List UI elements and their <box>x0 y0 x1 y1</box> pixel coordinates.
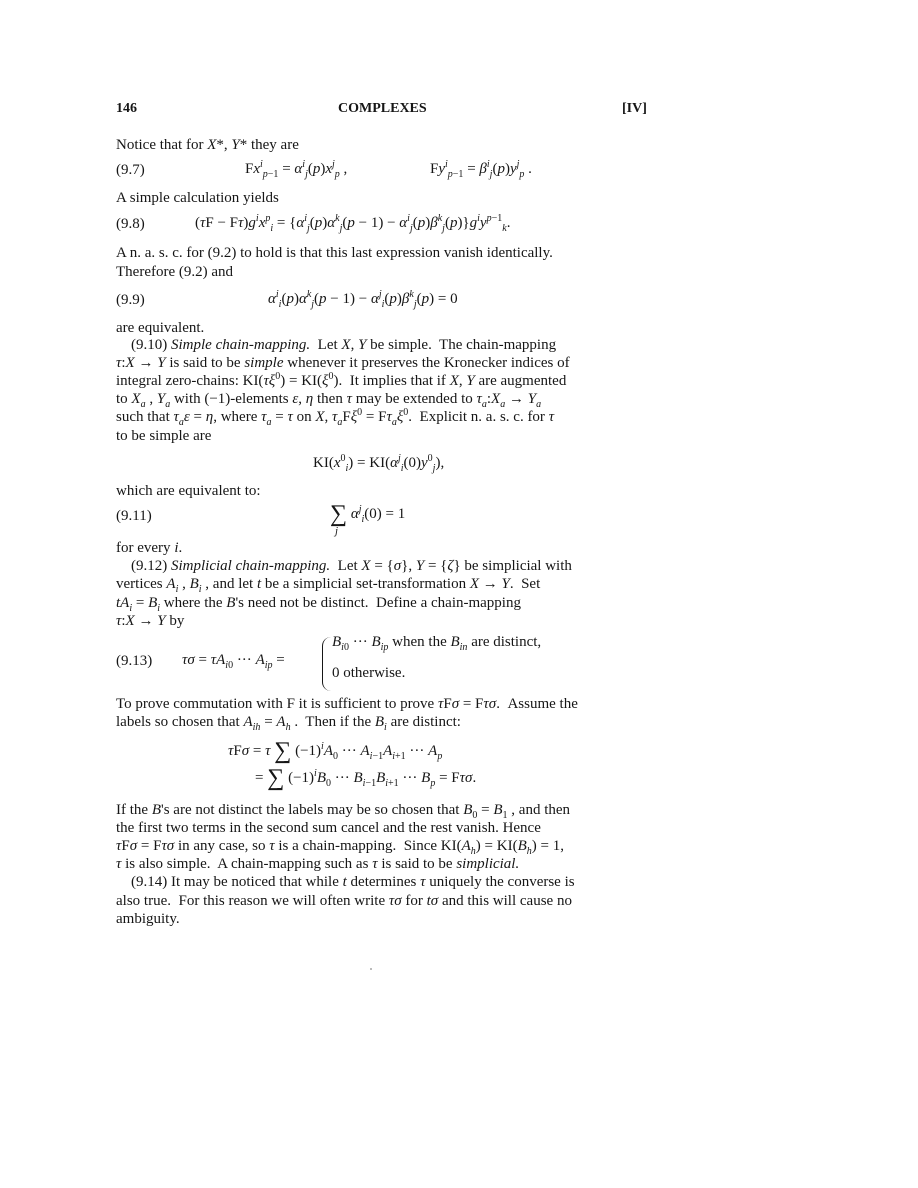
text-line: If the B's are not distinct the labels may be so chosen that $B_0 = B_1$ , and then <box>116 802 571 821</box>
text-line: τ is also simple. A chain-mapping such as τ is said to be simplicial. <box>116 856 520 872</box>
text-line: A simple calculation yields <box>116 190 279 206</box>
equation-ki: $KI(x^0_i) = KI(\alpha^j_i(0)y^0_j)$, <box>313 453 445 474</box>
equation-boundary-1: τFσ = τ ∑ $(-1)^iA_0$ ··· $A_{i-1}A_{i+1}$ ··· $A_p$ <box>228 738 443 764</box>
text-line: the first two terms in the second sum cancel and the rest vanish. Hence <box>116 820 541 836</box>
text-line: (9.10) Simple chain-mapping. Let X, Y be simple. The chain-mapping <box>131 337 557 353</box>
chapter-label: [IV] <box>622 101 647 116</box>
equation-boundary-2: = ∑ $(-1)^iB_0$ ··· $B_{i-1}B_{i+1}$ ··· $B_p = F\tau\sigma$. <box>255 765 477 791</box>
equation-9-13-lhs: $\tau\sigma = \tau A_{i0}$ ··· $A_{ip}$ = <box>182 652 285 671</box>
text-line: which are equivalent to: <box>116 483 261 499</box>
text-line: such that $\tau_a\varepsilon = \eta$, where $\tau_a = \tau$ on X, $\tau_aF\xi^0 = F\tau_a\xi^0$. Explicit n. a. s. c. for τ <box>116 407 555 428</box>
text-line: Therefore (9.2) and <box>116 264 234 280</box>
brace <box>322 637 331 691</box>
scan-speck <box>370 968 372 970</box>
text-line: τFσ = Fτσ in any case, so τ is a chain-mapping. Since $KI(A_h) = KI(B_h) = 1$, <box>116 838 564 857</box>
text-line: τ:X → Y by <box>116 613 185 629</box>
equation-number: (9.8) <box>116 216 145 232</box>
text-line: also true. For this reason we will often write τσ for tσ and this will cause no <box>116 893 572 909</box>
page-number: 146 <box>116 101 137 116</box>
equation-number: (9.9) <box>116 292 145 308</box>
equation-9-13-case-2: 0 otherwise. <box>332 665 406 681</box>
equation-9-8: $(\tau F - F\tau)g^ix^p_i = \{\alpha^i_j(p)\alpha^k_j(p - 1) - \alpha^i_j(p)\beta^k_j(p)\}g^iy^{p-1}_k$. <box>195 213 511 234</box>
text-line: integral zero-chains: $KI(\tau\xi^0) = KI(\xi^0)$. It implies that if X, Y are augmented <box>116 371 567 389</box>
equation-9-7-right: $Fy^i_{p-1} = \beta^i_j(p)y^j_p$ . <box>430 159 532 180</box>
text-line: for every i. <box>116 540 183 556</box>
text-line: (9.12) Simplicial chain-mapping. Let X = {σ}, Y = {ζ} be simplicial with <box>131 558 572 574</box>
text-line: τ:X → Y is said to be simple whenever it preserves the Kronecker indices of <box>116 355 570 371</box>
text-line: vertices $A_i$ , $B_i$ , and let t be a simplicial set-transformation X → Y. Set <box>116 576 541 595</box>
text-line: A n. a. s. c. for (9.2) to hold is that this last expression vanish identically. <box>116 245 553 261</box>
text-line: $tA_i = B_i$ where the B's need not be distinct. Define a chain-mapping <box>116 595 521 614</box>
equation-9-9: $\alpha^i_i(p)\alpha^k_j(p - 1) - \alpha^j_i(p)\beta^k_j(p) = 0$ <box>268 289 458 310</box>
text-line: are equivalent. <box>116 320 205 336</box>
text-line: to be simple are <box>116 428 212 444</box>
text-line: labels so chosen that $A_{ih} = A_h$ . Then if the $B_i$ are distinct: <box>116 714 461 733</box>
equation-number: (9.7) <box>116 162 145 178</box>
equation-9-13-case-1: $B_{i0}$ ··· $B_{ip}$ when the $B_{in}$ are distinct, <box>332 634 542 653</box>
equation-number: (9.11) <box>116 508 152 524</box>
equation-9-7-left: $Fx^i_{p-1} = \alpha^i_j(p)x^j_p$ , <box>245 159 348 180</box>
text-line: to $X_a$ , $Y_a$ with (−1)-elements ε, η then τ may be extended to $\tau_a:X_a \to Y_a$ <box>116 391 542 410</box>
equation-9-11: ∑ $\alpha^j_i(0) = 1$ <box>330 501 406 527</box>
equation-number: (9.13) <box>116 653 153 669</box>
running-title: COMPLEXES <box>338 101 427 116</box>
text-line: ambiguity. <box>116 911 180 927</box>
text-line: (9.14) It may be noticed that while t determines τ uniquely the converse is <box>131 874 575 890</box>
sum-index: j <box>335 525 339 537</box>
text-line: To prove commutation with F it is sufficient to prove τFσ = Fτσ. Assume the <box>116 696 578 712</box>
text-line: Notice that for X*, Y* they are <box>116 137 299 153</box>
